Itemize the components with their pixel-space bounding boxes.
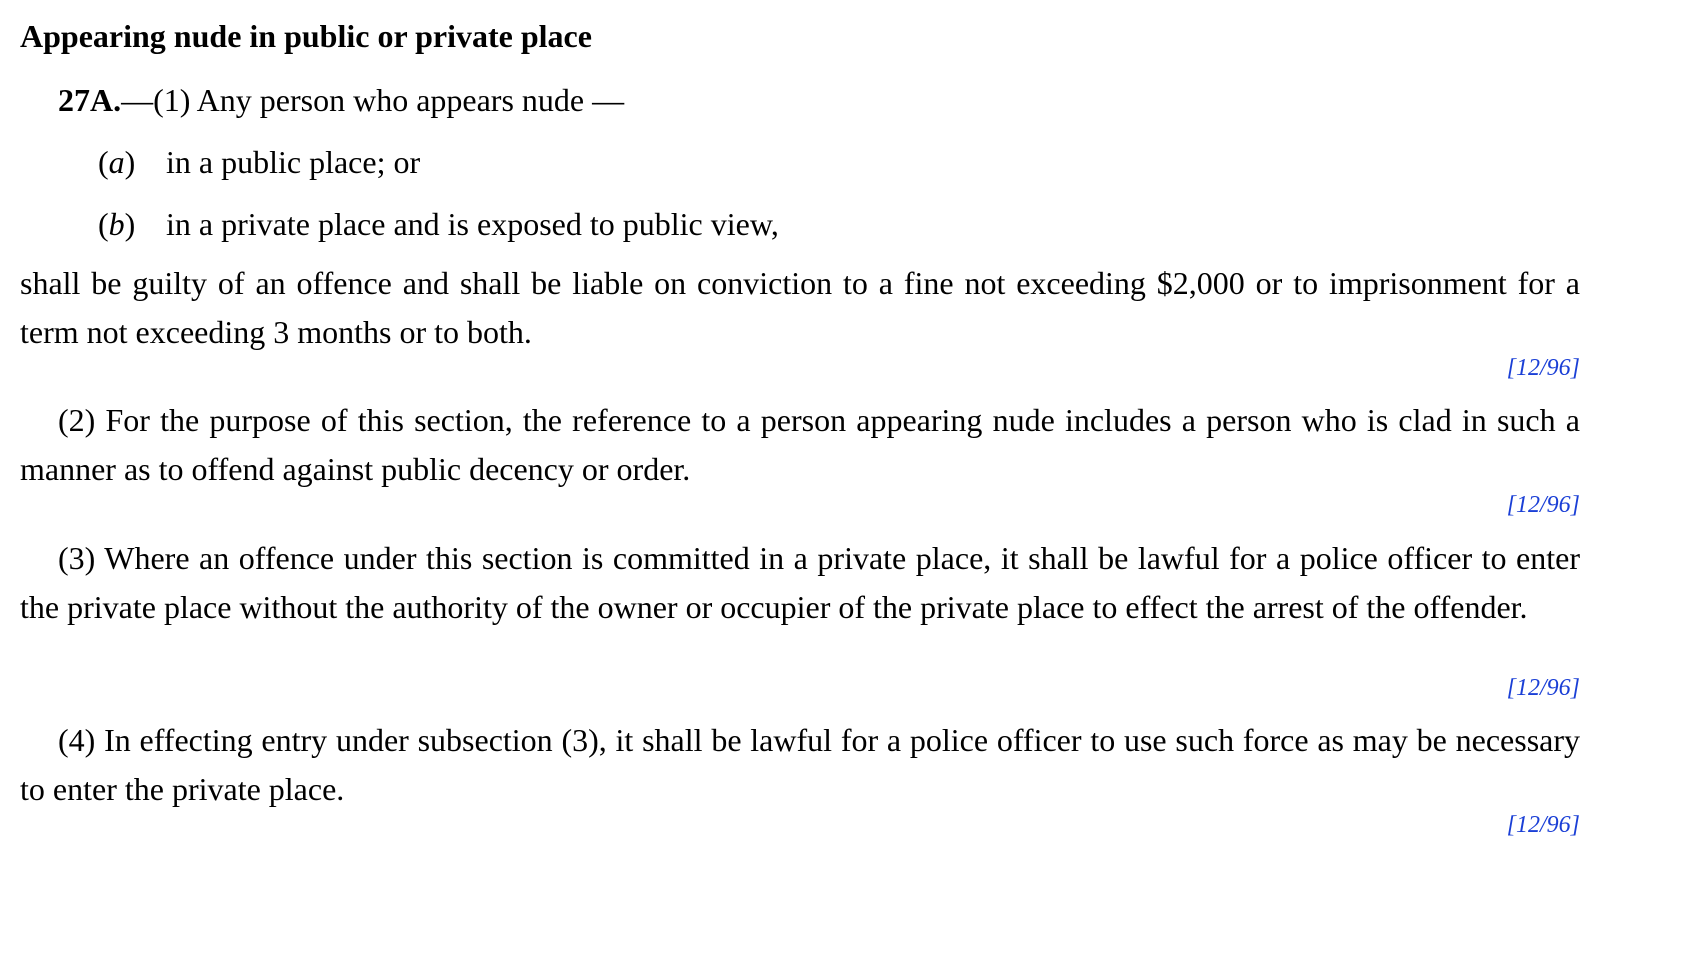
subsection-2-text: (2) For the purpose of this section, the reference to a person appearing nude includes a person who is clad in such a manner as to offend against public decency or order. bbox=[20, 402, 1580, 487]
subsection-1-tail: shall be guilty of an offence and shall be liable on conviction to a fine not exceeding $2,000 or to imprisonment for a term not exceeding 3 months or to both. bbox=[20, 265, 1580, 350]
subsection-4 bbox=[20, 716, 1580, 814]
item-a-label: (a) bbox=[98, 144, 136, 180]
item-a-text: in a public place; or bbox=[166, 144, 421, 180]
section-heading: Appearing nude in public or private place bbox=[20, 18, 592, 54]
item-b-label: (b) bbox=[98, 206, 136, 242]
subsection-4-text: (4) In effecting entry under subsection (3), it shall be lawful for a police officer to use such force as may be necessary to enter the private place. bbox=[20, 722, 1580, 807]
subsection-3 bbox=[20, 534, 1580, 632]
section-number: 27A. bbox=[58, 82, 122, 118]
item-a bbox=[98, 142, 420, 182]
subsection-3-text: (3) Where an offence under this section is committed in a private place, it shall be lawful for a police officer to enter the private place without the authority of the owner or occupier of the private place to effect the arrest of the offender. bbox=[20, 540, 1580, 625]
amendment-note-3[interactable]: [12/96] bbox=[1506, 675, 1580, 701]
subsection-1-lead-text: —(1) Any person who appears nude — bbox=[121, 82, 625, 118]
amendment-note-2[interactable]: [12/96] bbox=[1506, 492, 1580, 518]
amendment-note-4[interactable]: [12/96] bbox=[1506, 812, 1580, 838]
amendment-note-1[interactable]: [12/96] bbox=[1506, 355, 1580, 381]
subsection-1-lead bbox=[58, 80, 624, 120]
subsection-2 bbox=[20, 396, 1580, 494]
item-b bbox=[98, 204, 779, 244]
item-b-text: in a private place and is exposed to public view, bbox=[166, 206, 779, 242]
